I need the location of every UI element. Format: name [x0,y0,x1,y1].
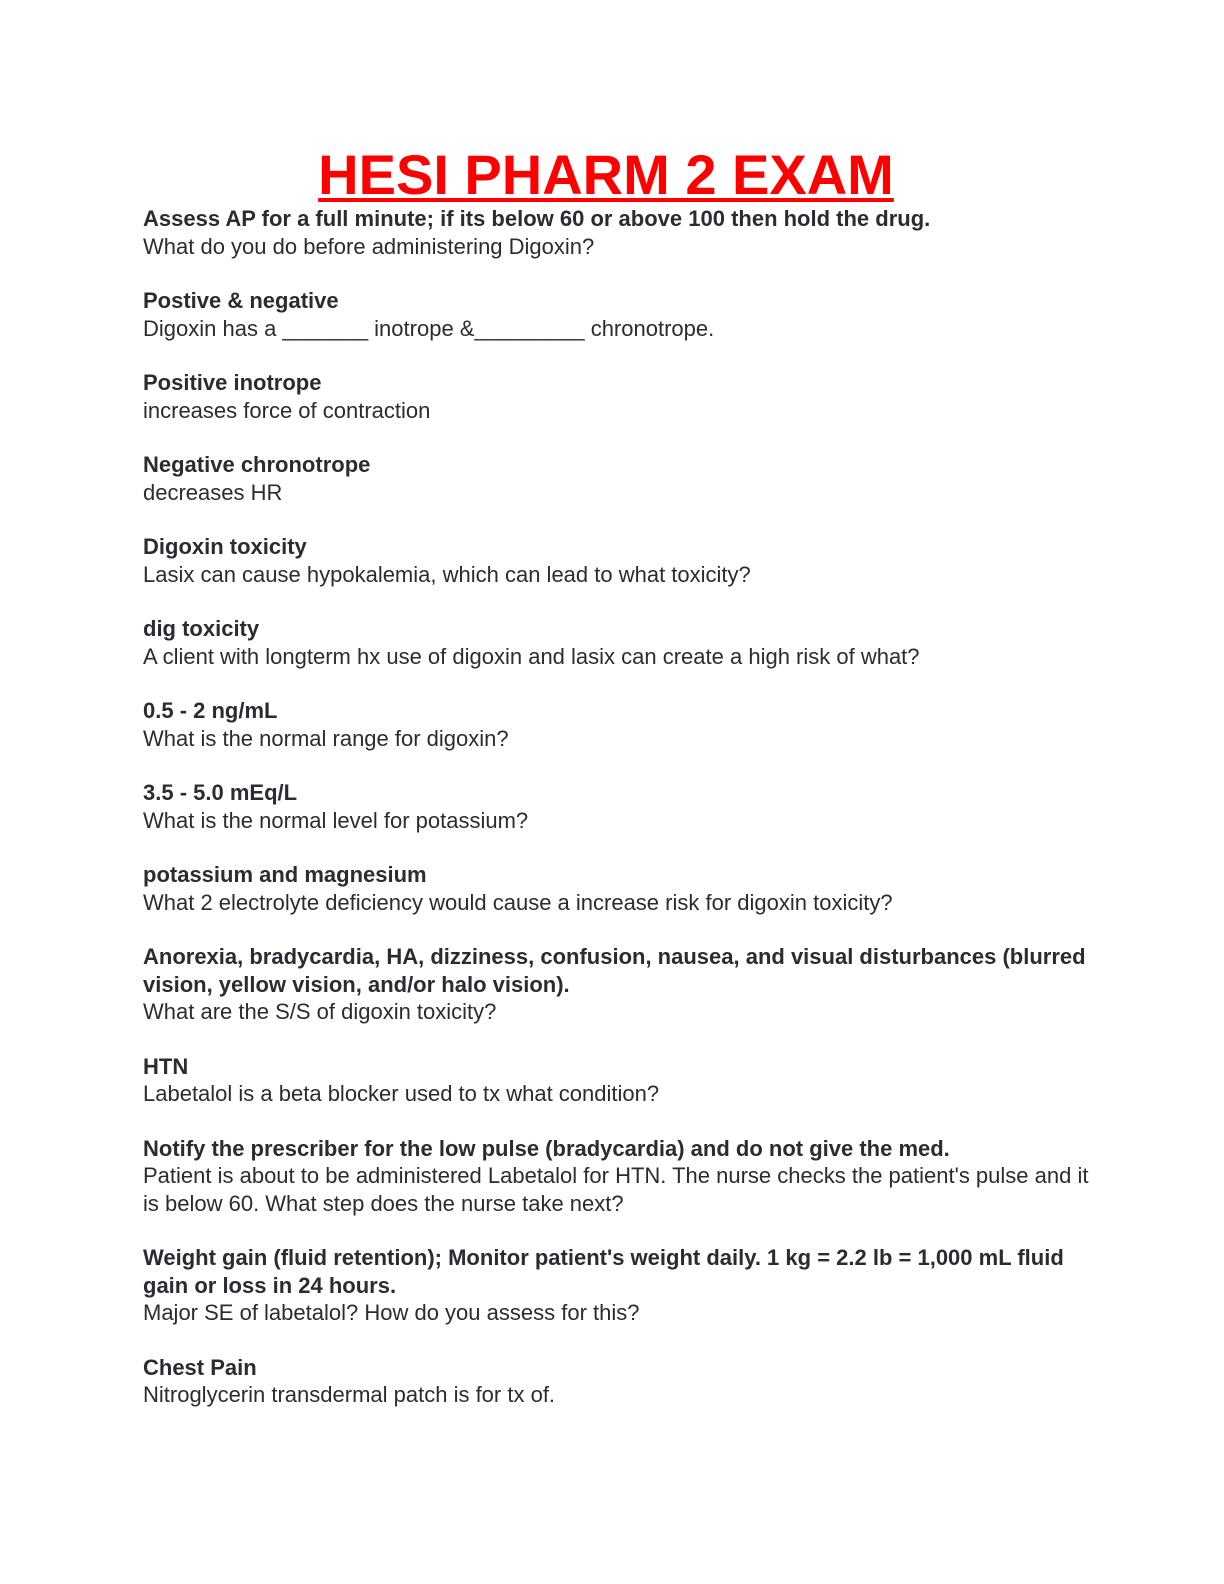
flashcard [143,943,1103,1026]
document-title-text: HESI PHARM 2 EXAM [318,143,894,206]
flashcard-question: Major SE of labetalol? How do you assess for this? [143,1300,640,1325]
flashcard-question: Labetalol is a beta blocker used to tx what condition? [143,1081,660,1106]
flashcard-question: What do you do before administering Digoxin? [143,233,595,259]
flashcard-answer: Positive inotrope [143,370,322,395]
flashcard [143,533,1103,588]
flashcard [143,205,1103,260]
flashcard-answer: Postive & negative [143,288,339,313]
flashcard-answer: Weight gain (fluid retention); Monitor patient's weight daily. 1 kg = 2.2 lb = 1,000 mL fluid gain or loss in 24 hours. [143,1245,1064,1298]
flashcard-question: increases force of contraction [143,397,431,423]
flashcard-answer: Chest Pain [143,1354,257,1380]
document-title [0,142,1212,208]
flashcard [143,287,1103,342]
flashcard-question: Nitroglycerin transdermal patch is for tx of. [143,1382,556,1407]
flashcard-answer: HTN [143,1053,189,1079]
flashcard-answer: Digoxin toxicity [143,534,307,559]
flashcard [143,779,1103,834]
flashcard-answer: potassium and magnesium [143,862,427,887]
flashcard-question: Patient is about to be administered Labetalol for HTN. The nurse checks the patient's pulse and it is below 60. What step does the nurse take next? [143,1163,1089,1216]
flashcard-list [143,205,1103,1436]
flashcard [143,1244,1103,1327]
flashcard-question: What 2 electrolyte deficiency would cause a increase risk for digoxin toxicity? [143,889,893,915]
flashcard [143,861,1103,916]
flashcard [143,1354,1103,1409]
flashcard-answer: Notify the prescriber for the low pulse (bradycardia) and do not give the med. [143,1135,950,1161]
flashcard-question: Digoxin has a _______ inotrope &_________ chronotrope. [143,315,715,341]
flashcard-question: decreases HR [143,479,283,505]
flashcard [143,697,1103,752]
flashcard-question: What is the normal level for potassium? [143,807,529,833]
flashcard-question: A client with longterm hx use of digoxin and lasix can create a high risk of what? [143,643,920,669]
flashcard-answer: Assess AP for a full minute; if its below 60 or above 100 then hold the drug. [143,206,931,231]
flashcard [143,369,1103,424]
flashcard-answer: dig toxicity [143,616,260,641]
flashcard-answer: Anorexia, bradycardia, HA, dizziness, confusion, nausea, and visual disturbances (blurred vision, yellow vision, and/or halo vision). [143,944,1086,997]
flashcard-answer: 3.5 - 5.0 mEq/L [143,780,298,805]
flashcard-question: What are the S/S of digoxin toxicity? [143,999,497,1024]
flashcard-question: What is the normal range for digoxin? [143,725,509,751]
flashcard-answer: Negative chronotrope [143,452,371,477]
flashcard [143,1135,1103,1218]
flashcard [143,451,1103,506]
flashcard-question: Lasix can cause hypokalemia, which can lead to what toxicity? [143,561,751,587]
flashcard-answer: 0.5 - 2 ng/mL [143,698,278,723]
flashcard [143,615,1103,670]
flashcard [143,1053,1103,1108]
